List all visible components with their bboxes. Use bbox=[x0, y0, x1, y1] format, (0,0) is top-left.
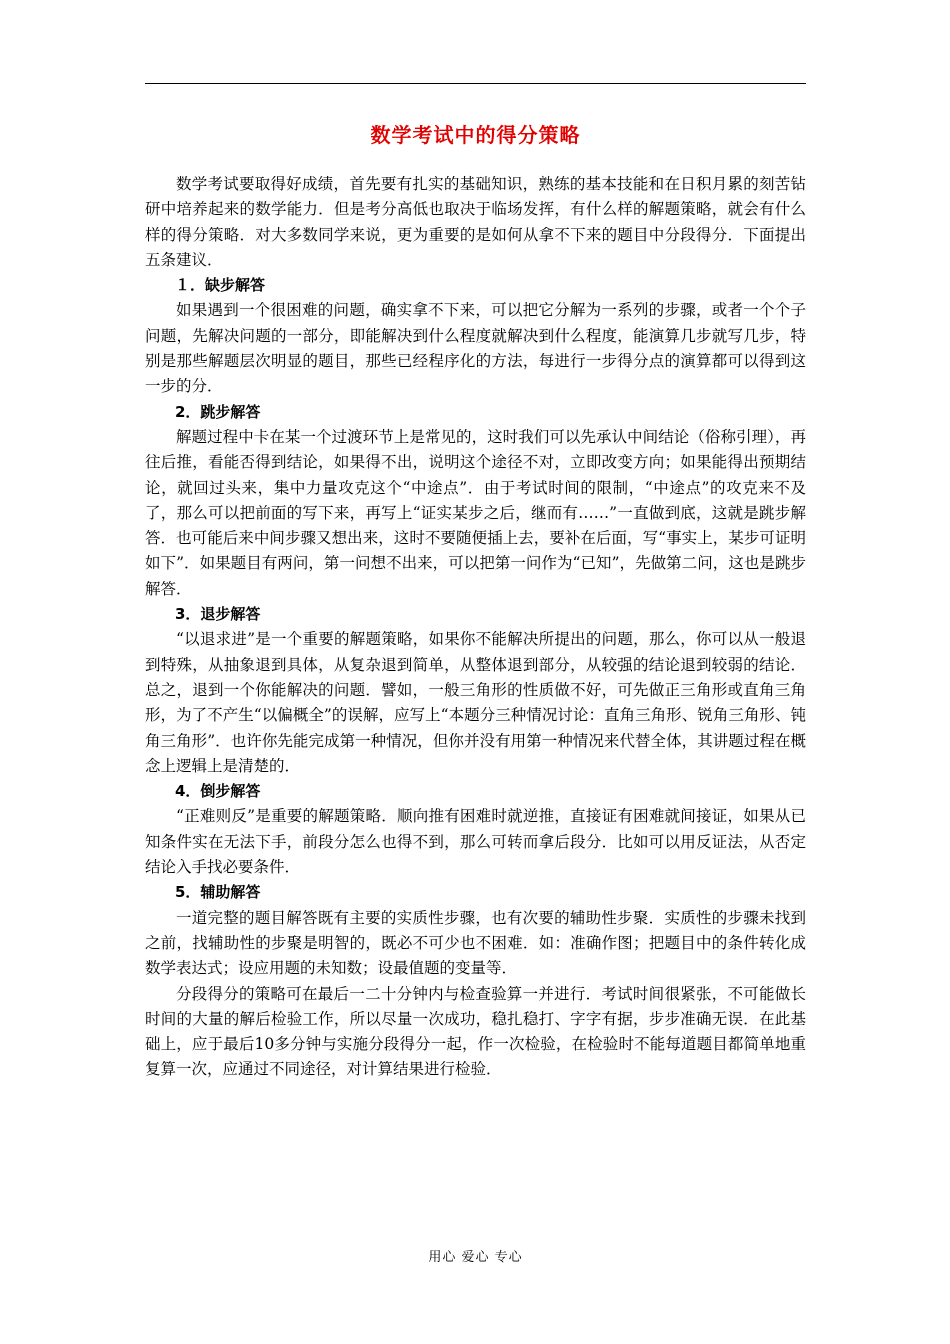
section-heading: 3．退步解答 bbox=[175, 605, 261, 624]
section-paragraph: 一道完整的题目解答既有主要的实质性步骤，也有次要的辅助性步聚．实质性的步骤未找到之前，找辅助性的步聚是明智的，既必不可少也不困难．如：准确作图；把题目中的条件转化成数学表达式；设应用题的未知数；设最值题的变量等． bbox=[145, 908, 806, 978]
header-rule bbox=[145, 83, 806, 84]
closing-paragraph: 分段得分的策略可在最后一二十分钟内与检查验算一并进行．考试时间很紧张，不可能做长时间的大量的解后检验工作，所以尽量一次成功，稳扎稳打、字字有据，步步准确无误．在此基础上，应于最后10多分钟与实施分段得分一起，作一次检验，在检验时不能每道题目都简单地重复算一次，应通过不同途径，对计算结果进行检验． bbox=[145, 984, 806, 1079]
section-heading: １．缺步解答 bbox=[175, 276, 266, 295]
section-heading: 4．倒步解答 bbox=[175, 782, 261, 801]
page-footer: 用心 爱心 专心 bbox=[428, 1250, 523, 1265]
section-paragraph: “正难则反”是重要的解题策略．顺向推有困难时就逆推，直接证有困难就间接证，如果从已知条件实在无法下手，前段分怎么也得不到，那么可转而拿后段分．比如可以用反证法，从否定结论入手找必要条件． bbox=[145, 807, 806, 877]
section-paragraph: 如果遇到一个很困难的问题，确实拿不下来，可以把它分解为一系列的步骤，或者一个个子问题，先解决问题的一部分，即能解决到什么程度就解决到什么程度，能演算几步就写几步，特别是那些解题层次明显的题目，那些已经程序化的方法，每进行一步得分点的演算都可以得到这一步的分． bbox=[145, 301, 806, 396]
document-title: 数学考试中的得分策略 bbox=[370, 123, 581, 147]
section-heading: 5．辅助解答 bbox=[175, 883, 261, 902]
intro-paragraph: 数学考试要取得好成绩，首先要有扎实的基础知识，熟练的基本技能和在日积月累的刻苦钻研中培养起来的数学能力．但是考分高低也取决于临场发挥，有什么样的解题策略，就会有什么样的得分策略．对大多数同学来说，更为重要的是如何从拿不下来的题目中分段得分．下面提出五条建议． bbox=[145, 175, 806, 269]
section-paragraph: 解题过程中卡在某一个过渡环节上是常见的，这时我们可以先承认中间结论（俗称引理），再往后推，看能否得到结论，如果得不出，说明这个途径不对，立即改变方向；如果能得出预期结论，就回过头来，集中力量攻克这个“中途点”．由于考试时间的限制，“中途点”的攻克来不及了，那么可以把前面的写下来，再写上“证实某步之后，继而有……”一直做到底，这就是跳步解答．也可能后来中间步骤又想出来，这时不要随便插上去，要补在后面，写“事实上，某步可证明如下”．如果题目有两问，第一问想不出来，可以把第一问作为“已知”，先做第二问，这也是跳步解答． bbox=[145, 427, 806, 598]
document-body bbox=[145, 172, 806, 1083]
section-paragraph: “以退求进”是一个重要的解题策略，如果你不能解决所提出的问题，那么，你可以从一般退到特殊，从抽象退到具体，从复杂退到简单，从整体退到部分，从较强的结论退到较弱的结论．总之，退到一个你能解决的问题．譬如，一般三角形的性质做不好，可先做正三角形或直角三角形，为了不产生“以偏概全”的误解，应写上“本题分三种情况讨论：直角三角形、锐角三角形、钝角三角形”．也许你先能完成第一种情况，但你并没有用第一种情况来代替全体，其讲题过程在概念上逻辑上是清楚的． bbox=[145, 630, 806, 775]
section-heading: 2．跳步解答 bbox=[175, 402, 261, 421]
